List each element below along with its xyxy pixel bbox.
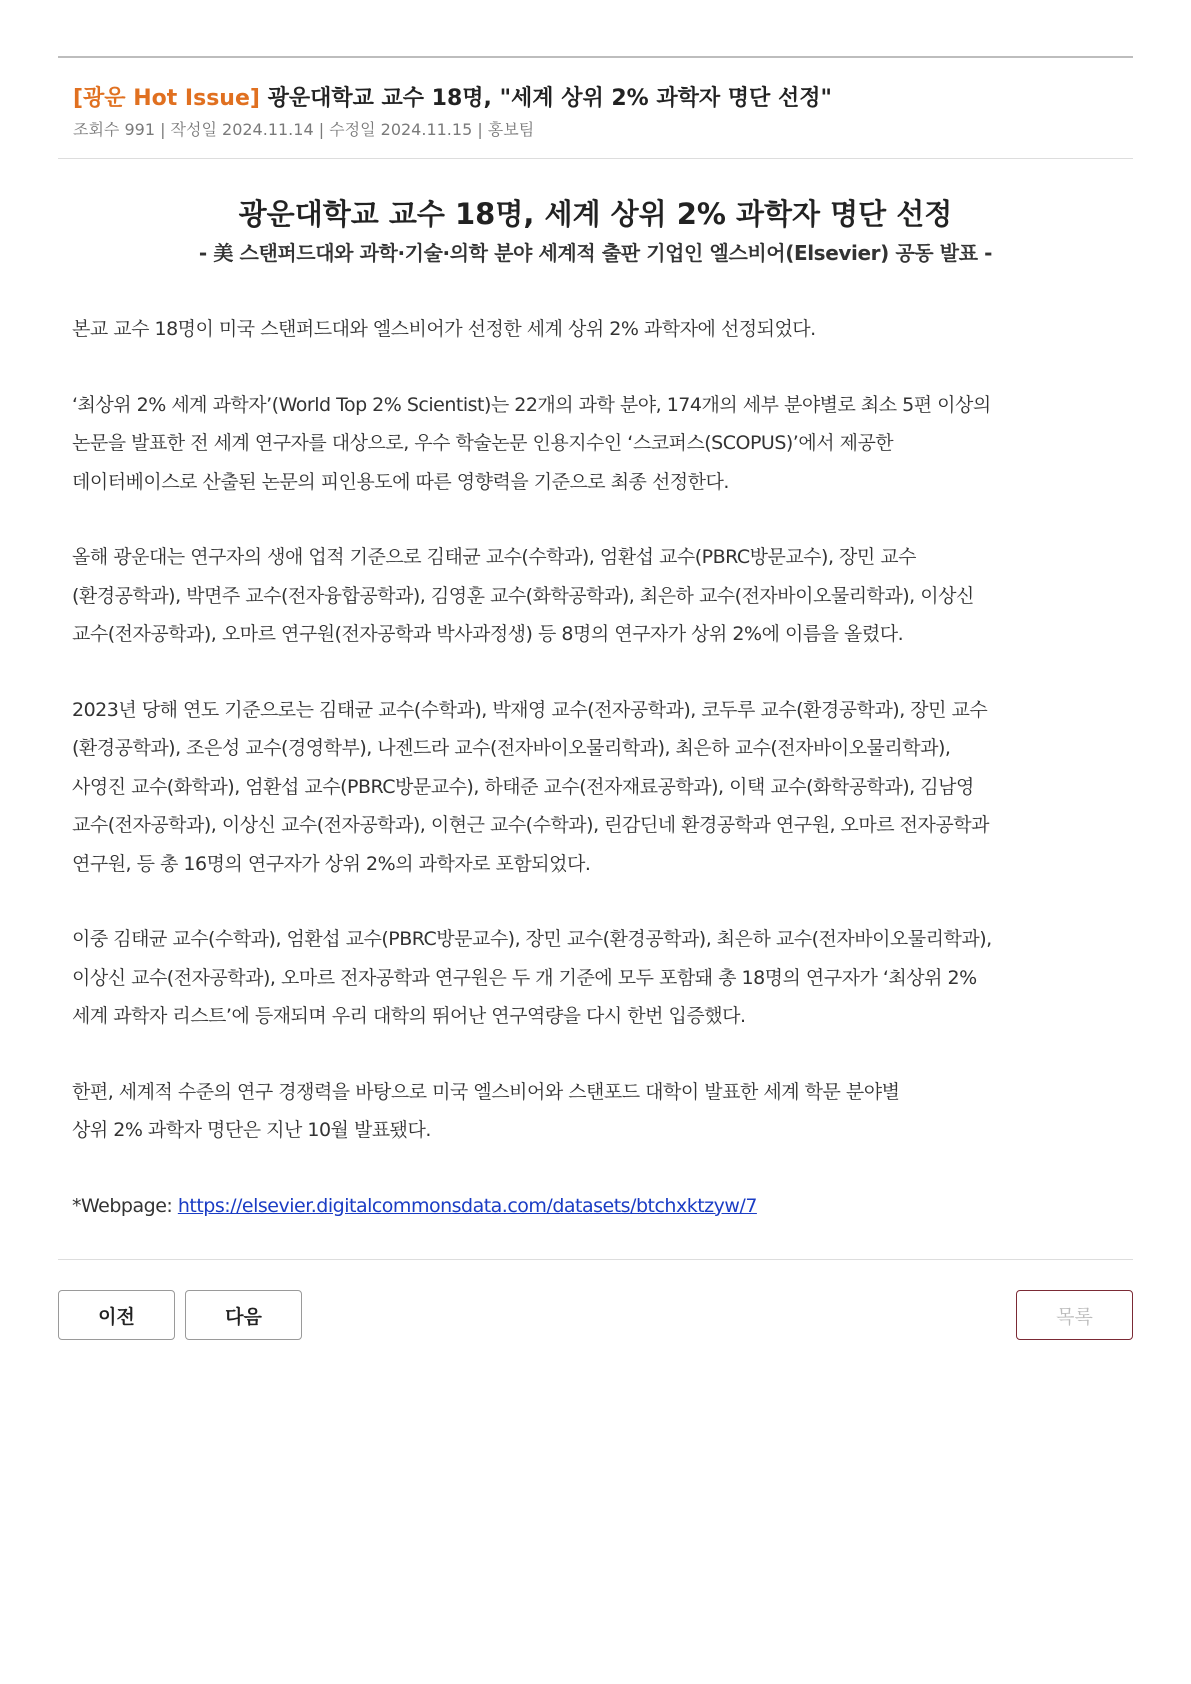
next-button[interactable]: [185, 1290, 302, 1340]
paragraph-line: 교수(전자공학과), 오마르 연구원(전자공학과 박사과정생) 등 8명의 연구자가 상위 2%에 이름을 올렸다.: [72, 623, 904, 645]
post-header: [58, 58, 1133, 140]
paragraph: [72, 386, 1119, 502]
paragraph-line: 연구원, 등 총 16명의 연구자가 상위 2%의 과학자로 포함되었다.: [72, 852, 591, 875]
paragraph: [72, 538, 1119, 654]
paragraph-line: ‘최상위 2% 세계 과학자’(World Top 2% Scientist)는 22개의 과학 분야, 174개의 세부 분야별로 최소 5편 이상의: [72, 393, 991, 416]
paragraph-line: (환경공학과), 박면주 교수(전자융합공학과), 김영훈 교수(화학공학과), 최은하 교수(전자바이오물리학과), 이상신: [72, 584, 974, 607]
post-category: [광운 Hot Issue]: [73, 86, 260, 111]
paragraph: [72, 1073, 1119, 1150]
paragraph: [72, 920, 1119, 1036]
footer-divider: [58, 1259, 1133, 1260]
list-button[interactable]: [1016, 1290, 1133, 1340]
post-title-text: 광운대학교 교수 18명, "세계 상위 2% 과학자 명단 선정": [259, 86, 832, 111]
post-view: [58, 56, 1133, 1342]
webpage-link[interactable]: https://elsevier.digitalcommonsdata.com/datasets/btchxktzyw/7: [177, 1194, 757, 1217]
paragraph-line: 한편, 세계적 수준의 연구 경쟁력을 바탕으로 미국 엘스비어와 스탠포드 대학이 발표한 세계 학문 분야별: [72, 1080, 900, 1103]
paragraph-line: (환경공학과), 조은성 교수(경영학부), 나젠드라 교수(전자바이오물리학과), 최은하 교수(전자바이오물리학과),: [72, 737, 951, 759]
paragraph-line: 논문을 발표한 전 세계 연구자를 대상으로, 우수 학술논문 인용지수인 ‘스코퍼스(SCOPUS)’에서 제공한: [72, 432, 894, 454]
list-button-label: 목록: [1056, 1305, 1093, 1328]
paragraph-line: 사영진 교수(화학과), 엄환섭 교수(PBRC방문교수), 하태준 교수(전자재료공학과), 이택 교수(화학공학과), 김남영: [72, 775, 974, 798]
paragraph: [72, 691, 1119, 884]
webpage-line: [72, 1187, 1119, 1226]
webpage-reference: [72, 1187, 1119, 1226]
next-button-label: 다음: [225, 1305, 262, 1328]
post-navigation: [58, 1290, 1133, 1342]
article-headline: 광운대학교 교수 18명, 세계 상위 2% 과학자 명단 선정: [238, 197, 953, 231]
webpage-label: *Webpage:: [72, 1194, 178, 1217]
prev-button-label: 이전: [98, 1305, 135, 1328]
paragraph-line: 본교 교수 18명이 미국 스탠퍼드대와 엘스비어가 선정한 세계 상위 2% 과학자에 선정되었다.: [72, 318, 816, 340]
prev-button[interactable]: [58, 1290, 175, 1340]
paragraph-line: 이상신 교수(전자공학과), 오마르 전자공학과 연구원은 두 개 기준에 모두 포함돼 총 18명의 연구자가 ‘최상위 2%: [72, 966, 977, 989]
paragraph-line: 이중 김태균 교수(수학과), 엄환섭 교수(PBRC방문교수), 장민 교수(환경공학과), 최은하 교수(전자바이오물리학과),: [72, 928, 992, 950]
paragraph-line: 올해 광운대는 연구자의 생애 업적 기준으로 김태균 교수(수학과), 엄환섭 교수(PBRC방문교수), 장민 교수: [72, 546, 916, 568]
article-body: [58, 194, 1133, 1225]
post-meta: 조회수 991 | 작성일 2024.11.14 | 수정일 2024.11.15 | 홍보팀: [73, 120, 535, 139]
article-subhead: - 美 스탠퍼드대와 과학·기술·의학 분야 세계적 출판 기업인 엘스비어(Elsevier) 공동 발표 -: [198, 241, 993, 265]
paragraph-line: 데이터베이스로 산출된 논문의 피인용도에 따른 영향력을 기준으로 최종 선정한다.: [72, 470, 729, 493]
paragraph: [72, 310, 1119, 349]
header-divider: [58, 158, 1133, 159]
post-title: [73, 84, 1118, 114]
paragraph-line: 2023년 당해 연도 기준으로는 김태균 교수(수학과), 박재영 교수(전자공학과), 코두루 교수(환경공학과), 장민 교수: [72, 698, 988, 721]
paragraph-line: 상위 2% 과학자 명단은 지난 10월 발표됐다.: [72, 1119, 431, 1141]
paragraph-line: 교수(전자공학과), 이상신 교수(전자공학과), 이현근 교수(수학과), 린감딘네 환경공학과 연구원, 오마르 전자공학과: [72, 814, 989, 836]
paragraph-line: 세계 과학자 리스트’에 등재되며 우리 대학의 뛰어난 연구역량을 다시 한번 입증했다.: [72, 1005, 746, 1027]
